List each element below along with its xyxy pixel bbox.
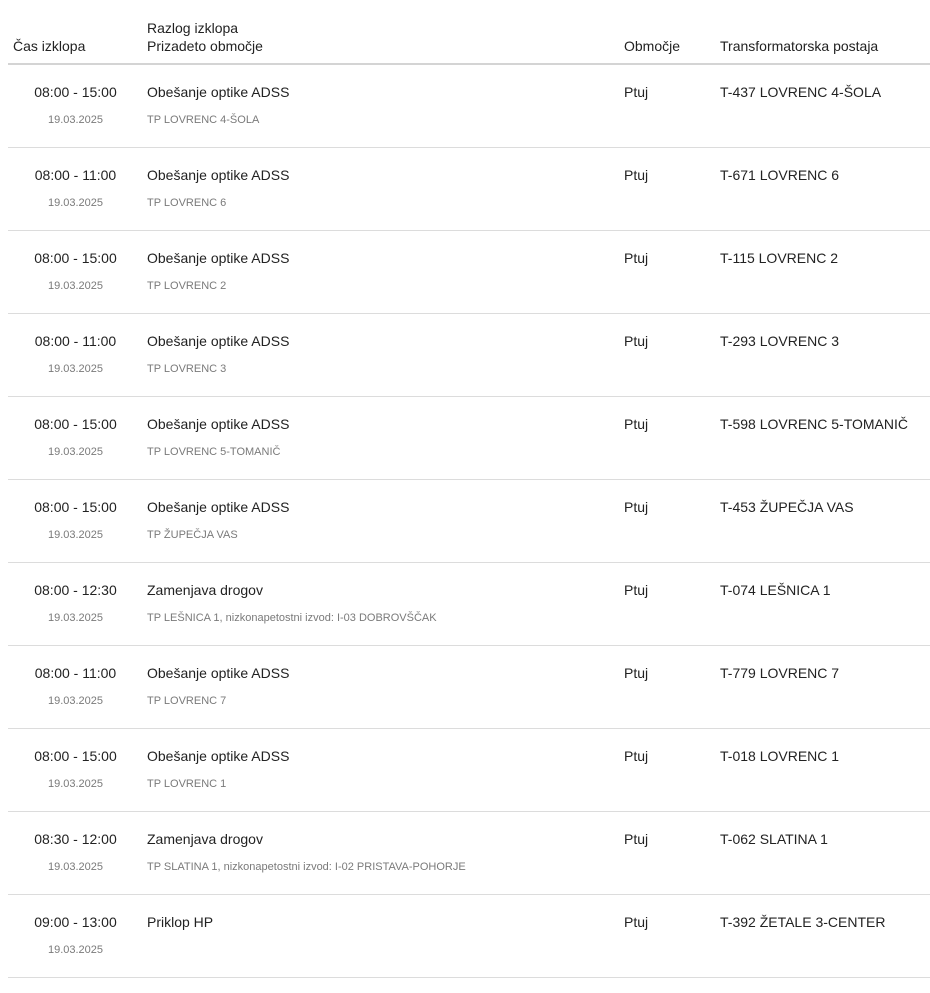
transformer-station: T-453 ŽUPEČJA VAS (720, 499, 854, 515)
region: Ptuj (624, 665, 649, 681)
outage-time: 08:00 - 11:00 (34, 665, 117, 681)
header-time[interactable]: Čas izklopa (13, 38, 86, 54)
table-row (8, 314, 930, 397)
region: Ptuj (624, 250, 649, 266)
region: Ptuj (624, 582, 649, 598)
table-row (8, 563, 930, 646)
affected-area: TP LEŠNICA 1, nizkonapetostni izvod: I-03 DOBROVŠČAK (147, 612, 437, 624)
region: Ptuj (624, 914, 649, 930)
outage-table (8, 0, 930, 978)
header-reason[interactable] (147, 19, 263, 55)
affected-area: TP LOVRENC 6 (147, 197, 227, 209)
outage-time: 09:00 - 13:00 (34, 914, 117, 930)
affected-area: TP LOVRENC 7 (147, 695, 227, 707)
table-header (8, 0, 930, 65)
affected-area: TP LOVRENC 3 (147, 363, 227, 375)
affected-area: TP SLATINA 1, nizkonapetostni izvod: I-02 PRISTAVA-POHORJE (147, 861, 466, 873)
outage-date: 19.03.2025 (47, 529, 104, 541)
table-row (8, 480, 930, 563)
transformer-station: T-074 LEŠNICA 1 (720, 582, 831, 598)
outage-date: 19.03.2025 (47, 861, 104, 873)
outage-time: 08:00 - 11:00 (34, 333, 117, 349)
outage-date: 19.03.2025 (47, 280, 104, 292)
outage-reason: Obešanje optike ADSS (147, 167, 290, 183)
transformer-station: T-671 LOVRENC 6 (720, 167, 840, 183)
region: Ptuj (624, 416, 649, 432)
affected-area: TP LOVRENC 1 (147, 778, 227, 790)
transformer-station: T-062 SLATINA 1 (720, 831, 828, 847)
outage-date: 19.03.2025 (47, 944, 104, 956)
outage-reason: Obešanje optike ADSS (147, 748, 290, 764)
outage-date: 19.03.2025 (47, 446, 104, 458)
header-affected-label: Prizadeto območje (147, 38, 263, 54)
table-row (8, 812, 930, 895)
outage-reason: Zamenjava drogov (147, 831, 263, 847)
outage-time: 08:00 - 15:00 (34, 416, 117, 432)
outage-time: 08:00 - 15:00 (34, 748, 117, 764)
transformer-station: T-779 LOVRENC 7 (720, 665, 840, 681)
table-row (8, 65, 930, 148)
region: Ptuj (624, 167, 649, 183)
outage-time: 08:00 - 11:00 (34, 167, 117, 183)
affected-area: TP LOVRENC 2 (147, 280, 227, 292)
table-row (8, 231, 930, 314)
affected-area: TP LOVRENC 4-ŠOLA (147, 114, 260, 126)
outage-date: 19.03.2025 (47, 612, 104, 624)
transformer-station: T-018 LOVRENC 1 (720, 748, 840, 764)
region: Ptuj (624, 748, 649, 764)
outage-reason: Obešanje optike ADSS (147, 84, 290, 100)
table-row (8, 895, 930, 978)
outage-reason: Obešanje optike ADSS (147, 416, 290, 432)
outage-time: 08:00 - 15:00 (34, 250, 117, 266)
region: Ptuj (624, 333, 649, 349)
transformer-station: T-598 LOVRENC 5-TOMANIČ (720, 416, 909, 432)
table-row (8, 148, 930, 231)
header-station[interactable]: Transformatorska postaja (720, 38, 879, 54)
region: Ptuj (624, 831, 649, 847)
outage-date: 19.03.2025 (47, 363, 104, 375)
table-row (8, 646, 930, 729)
table-row (8, 729, 930, 812)
outage-reason: Zamenjava drogov (147, 582, 263, 598)
outage-reason: Obešanje optike ADSS (147, 665, 290, 681)
transformer-station: T-293 LOVRENC 3 (720, 333, 840, 349)
outage-time: 08:30 - 12:00 (34, 831, 117, 847)
outage-date: 19.03.2025 (47, 197, 104, 209)
outage-reason: Obešanje optike ADSS (147, 499, 290, 515)
table-row (8, 397, 930, 480)
header-area[interactable]: Območje (624, 38, 681, 54)
transformer-station: T-392 ŽETALE 3-CENTER (720, 914, 886, 930)
outage-time: 08:00 - 15:00 (34, 499, 117, 515)
outage-date: 19.03.2025 (47, 114, 104, 126)
transformer-station: T-437 LOVRENC 4-ŠOLA (720, 84, 882, 100)
region: Ptuj (624, 499, 649, 515)
transformer-station: T-115 LOVRENC 2 (720, 250, 839, 266)
outage-date: 19.03.2025 (47, 695, 104, 707)
affected-area: TP LOVRENC 5-TOMANIČ (147, 446, 281, 458)
outage-date: 19.03.2025 (47, 778, 104, 790)
outage-time: 08:00 - 15:00 (34, 84, 117, 100)
outage-time: 08:00 - 12:30 (34, 582, 117, 598)
header-reason-label: Razlog izklopa (147, 20, 239, 36)
affected-area: TP ŽUPEČJA VAS (147, 529, 238, 541)
outage-reason: Priklop HP (147, 914, 214, 930)
outage-reason: Obešanje optike ADSS (147, 250, 290, 266)
outage-reason: Obešanje optike ADSS (147, 333, 290, 349)
region: Ptuj (624, 84, 649, 100)
